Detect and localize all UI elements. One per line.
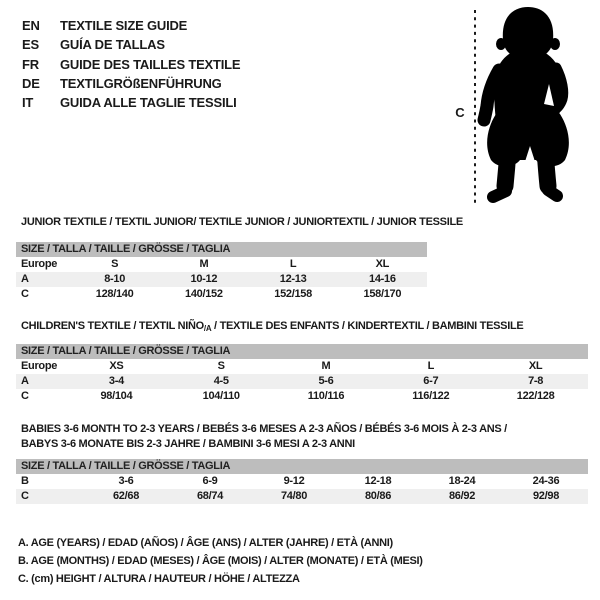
junior-section-title: JUNIOR TEXTILE / TEXTIL JUNIOR/ TEXTILE JUNIOR / JUNIORTEXTIL / JUNIOR TESSILE xyxy=(21,216,463,228)
age-cell: 14-16 xyxy=(369,273,396,285)
height-cell: 86/92 xyxy=(448,490,476,502)
height-cell: 74/80 xyxy=(280,490,308,502)
age-cell: 9-12 xyxy=(283,475,305,487)
height-cell: 116/122 xyxy=(412,390,450,402)
age-cell: 6-7 xyxy=(423,375,439,387)
row-label: Europe xyxy=(21,360,58,372)
table-row xyxy=(16,359,588,374)
junior-size-table xyxy=(16,242,427,302)
row-label: Europe xyxy=(21,258,58,270)
language-code: DE xyxy=(22,75,40,91)
babies-size-table xyxy=(16,459,588,504)
height-cell: 68/74 xyxy=(196,490,224,502)
age-cell: 24-36 xyxy=(532,475,560,487)
babies-title-line2: BABYS 3-6 MONATE BIS 2-3 JAHRE / BAMBINI 3-6 MESI A 2-3 ANNI xyxy=(21,437,355,450)
language-row-es xyxy=(22,35,240,54)
height-cell: 140/152 xyxy=(185,288,223,300)
language-code: FR xyxy=(22,56,39,72)
age-cell: 7-8 xyxy=(528,375,544,387)
size-cell: M xyxy=(321,360,331,372)
age-cell: 10-12 xyxy=(190,273,218,285)
size-cell: XS xyxy=(109,360,124,372)
children-title-suffix: / TEXTILE DES ENFANTS / KINDERTEXTIL / BAMBINI TESSILE xyxy=(211,320,524,332)
height-cell: 122/128 xyxy=(516,390,555,402)
row-label: A xyxy=(21,375,29,387)
size-cell: S xyxy=(111,258,119,270)
height-cell: 92/98 xyxy=(532,490,560,502)
language-title: GUÍA DE TALLAS xyxy=(60,37,165,53)
height-cell: 128/140 xyxy=(95,288,134,300)
size-header-bar: SIZE / TALLA / TAILLE / GRÖSSE / TAGLIA xyxy=(16,242,427,257)
table-row xyxy=(16,374,588,389)
children-section-title xyxy=(21,320,523,333)
height-cell: 110/116 xyxy=(307,390,345,402)
toddler-silhouette-figure xyxy=(440,0,600,215)
babies-title-line1: BABIES 3-6 MONTH TO 2-3 YEARS / BEBÉS 3-6 MESES A 2-3 AÑOS / BÉBÉS 3-6 MOIS À 2-3 ANS / xyxy=(21,423,507,435)
children-size-table xyxy=(16,344,588,404)
row-label: C xyxy=(21,390,29,402)
row-label: A xyxy=(21,273,29,285)
legend-line-a: A. AGE (YEARS) / EDAD (AÑOS) / ÂGE (ANS) / ALTER (JAHRE) / ETÀ (ANNI) xyxy=(18,537,393,549)
size-cell: XL xyxy=(528,360,543,372)
row-label: C xyxy=(21,288,29,300)
language-row-en xyxy=(22,16,240,35)
language-row-de xyxy=(22,74,240,93)
table-row xyxy=(16,489,588,504)
language-title: GUIDE DES TAILLES TEXTILE xyxy=(60,56,241,72)
table-row xyxy=(16,287,427,302)
size-header-bar: SIZE / TALLA / TAILLE / GRÖSSE / TAGLIA xyxy=(16,459,588,474)
legend-line-c: C. (cm) HEIGHT / ALTURA / HAUTEUR / HÖHE / ALTEZZA xyxy=(18,573,300,586)
size-cell: M xyxy=(199,258,209,270)
language-row-fr xyxy=(22,55,240,74)
table-row xyxy=(16,474,588,489)
language-title: TEXTILE SIZE GUIDE xyxy=(60,18,188,33)
size-cell: L xyxy=(427,360,434,372)
age-cell: 4-5 xyxy=(213,375,229,387)
table-row xyxy=(16,257,427,272)
age-cell: 8-10 xyxy=(104,273,126,285)
table-row xyxy=(16,389,588,404)
row-label: C xyxy=(21,490,29,502)
size-cell: XL xyxy=(375,258,390,270)
children-title-subscript: /A xyxy=(203,324,212,333)
language-code: IT xyxy=(22,95,34,111)
language-title-list xyxy=(22,16,240,112)
height-cell: 62/68 xyxy=(112,490,140,502)
height-measure-label: C xyxy=(455,105,465,120)
table-row xyxy=(16,272,427,287)
height-cell: 152/158 xyxy=(274,288,312,300)
size-cell: S xyxy=(217,360,225,372)
age-cell: 3-4 xyxy=(108,375,124,387)
height-cell: 98/104 xyxy=(100,390,133,402)
size-cell: L xyxy=(289,258,297,270)
language-code: EN xyxy=(22,18,40,33)
language-code: ES xyxy=(22,37,39,53)
babies-section-title xyxy=(21,422,507,451)
height-cell: 104/110 xyxy=(202,390,240,402)
language-title: TEXTILGRÖßENFÜHRUNG xyxy=(60,75,222,91)
legend-line-b: B. AGE (MONTHS) / EDAD (MESES) / ÂGE (MOIS) / ALTER (MONATE) / ETÀ (MESI) xyxy=(18,555,423,568)
height-cell: 80/86 xyxy=(364,490,392,502)
language-row-it xyxy=(22,93,240,112)
age-cell: 12-18 xyxy=(364,475,392,487)
height-cell: 158/170 xyxy=(363,288,402,300)
size-header-bar: SIZE / TALLA / TAILLE / GRÖSSE / TAGLIA xyxy=(16,344,588,359)
age-cell: 18-24 xyxy=(448,475,476,487)
age-cell: 3-6 xyxy=(118,475,134,487)
age-cell: 5-6 xyxy=(318,375,334,387)
measurement-legend xyxy=(18,534,423,589)
children-title-prefix: CHILDREN'S TEXTILE / TEXTIL NIÑO xyxy=(21,320,204,332)
row-label: B xyxy=(21,475,29,487)
language-title: GUIDA ALLE TAGLIE TESSILI xyxy=(60,95,237,111)
age-cell: 12-13 xyxy=(279,273,307,285)
age-cell: 6-9 xyxy=(202,475,218,487)
